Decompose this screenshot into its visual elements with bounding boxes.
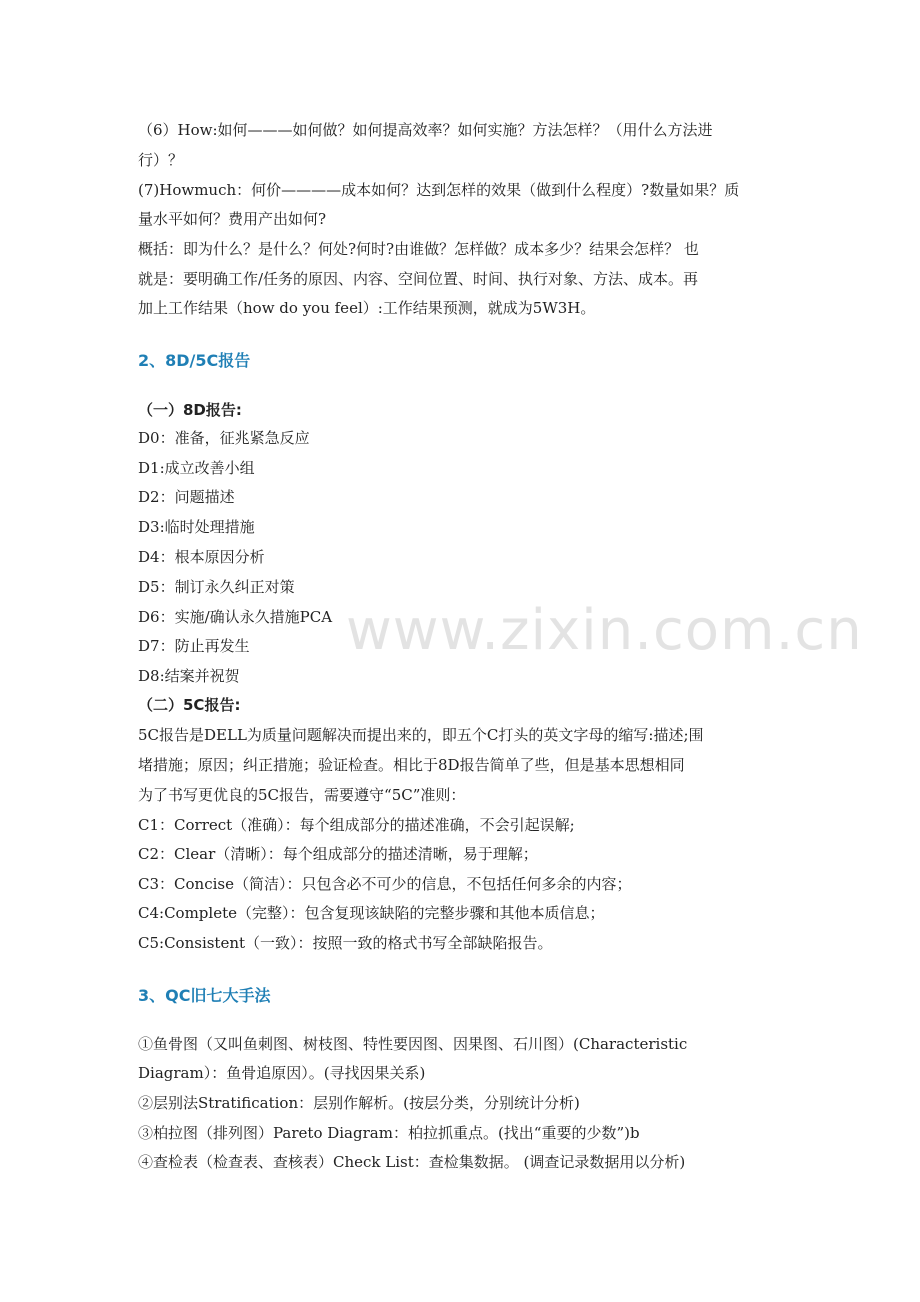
item-8d-d0: D0：准备，征兆紧急反应 xyxy=(138,429,310,447)
para-5c-line-2: 堵措施；原因；纠正措施；验证检查。相比于8D报告简单了些，但是基本思想相同 xyxy=(138,756,685,774)
intro-line-1: （6）How:如何———如何做？如何提高效率？如何实施？方法怎样？（用什么方法进 xyxy=(138,121,713,139)
item-5c-c1: C1：Correct（准确）：每个组成部分的描述准确，不会引起误解; xyxy=(138,816,575,834)
intro-line-7: 加上工作结果（how do you feel）:工作结果预测，就成为5W3H。 xyxy=(138,299,596,317)
qc-line-4: ③柏拉图（排列图）Pareto Diagram：柏拉抓重点。(找出“重要的少数”)b xyxy=(138,1124,640,1142)
intro-line-3: (7)Howmuch：何价————成本如何？达到怎样的效果（做到什么程度）?数量如果？质 xyxy=(138,181,740,199)
item-5c-c5: C5:Consistent（一致）：按照一致的格式书写全部缺陷报告。 xyxy=(138,934,553,952)
item-8d-d5: D5：制订永久纠正对策 xyxy=(138,578,295,596)
para-5c-line-3: 为了书写更优良的5C报告，需要遵守“5C”准则： xyxy=(138,786,466,804)
intro-line-2: 行）？ xyxy=(138,151,184,169)
item-8d-d2: D2：问题描述 xyxy=(138,488,235,506)
watermark: www.zixin.com.cn xyxy=(346,598,863,663)
item-8d-d4: D4：根本原因分析 xyxy=(138,548,265,566)
item-8d-d7: D7：防止再发生 xyxy=(138,637,250,655)
intro-line-4: 量水平如何？费用产出如何? xyxy=(138,210,327,228)
item-5c-c4: C4:Complete（完整）：包含复现该缺陷的完整步骤和其他本质信息； xyxy=(138,904,605,922)
qc-line-5: ④查检表（检查表、查核表）Check List：查检集数据。 (调查记录数据用以分析) xyxy=(138,1153,686,1171)
intro-line-5: 概括：即为什么？是什么？何处?何时?由谁做？怎样做？成本多少？结果会怎样？ 也 xyxy=(138,240,699,258)
item-8d-d8: D8:结案并祝贺 xyxy=(138,667,240,685)
subheading-5c: （二）5C报告: xyxy=(138,696,241,714)
section-heading-8d-5c: 2、8D/5C报告 xyxy=(138,351,251,370)
item-8d-d6: D6：实施/确认永久措施PCA xyxy=(138,608,333,626)
item-8d-d1: D1:成立改善小组 xyxy=(138,459,255,477)
para-5c-line-1: 5C报告是DELL为质量问题解决而提出来的，即五个C打头的英文字母的缩写:描述;围 xyxy=(138,726,704,744)
item-5c-c2: C2：Clear（清晰）：每个组成部分的描述清晰，易于理解； xyxy=(138,845,538,863)
qc-line-3: ②层别法Stratification：层别作解析。(按层分类，分别统计分析) xyxy=(138,1094,580,1112)
item-5c-c3: C3：Concise（简洁）：只包含必不可少的信息，不包括任何多余的内容； xyxy=(138,875,632,893)
qc-line-2: Diagram）：鱼骨追原因）。(寻找因果关系) xyxy=(138,1064,426,1082)
item-8d-d3: D3:临时处理措施 xyxy=(138,518,255,536)
subheading-8d: （一）8D报告: xyxy=(138,401,242,419)
intro-line-6: 就是：要明确工作/任务的原因、内容、空间位置、时间、执行对象、方法、成本。再 xyxy=(138,270,699,288)
qc-line-1: ①鱼骨图（又叫鱼刺图、树枝图、特性要因图、因果图、石川图）(Characteristic xyxy=(138,1035,688,1053)
section-heading-qc-seven-tools: 3、QC旧七大手法 xyxy=(138,986,271,1005)
